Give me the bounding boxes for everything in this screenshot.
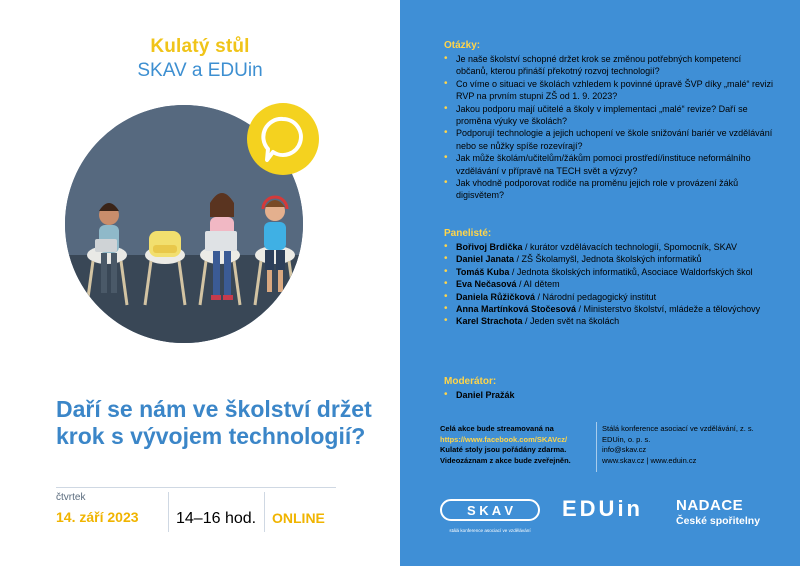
question-item: • Jak vhodně podporovat rodiče na proměnu jejich role v provázení žáků digisvětem? xyxy=(444,177,774,202)
questions-list xyxy=(444,53,774,202)
event-date: 14. září 2023 xyxy=(56,509,139,525)
divider xyxy=(596,422,597,472)
questions-heading: Otázky: xyxy=(444,40,481,51)
panelist-name: Daniel Janata xyxy=(456,254,515,265)
divider xyxy=(168,492,169,532)
skav-logo-text: S K A V xyxy=(467,503,513,518)
stream-line: Videozáznam z akce bude zveřejněn. xyxy=(440,455,571,465)
questions-section xyxy=(444,40,774,202)
title-line1: Kulatý stůl xyxy=(150,36,250,57)
panelist-item xyxy=(444,241,774,253)
panelists-heading: Panelisté: xyxy=(444,228,492,239)
question-item: • Jakou podporu mají učitelé a školy v implementaci „malé“ revize? Daří se proměna výuky ve školách? xyxy=(444,103,774,128)
headline: Daří se nám ve školství držet krok s vývojem technologií? xyxy=(56,396,372,449)
web-links[interactable]: www.skav.cz | www.eduin.cz xyxy=(602,455,697,465)
panelist-role: / ZŠ Školamyšl, Jednota školských informatiků xyxy=(514,254,702,265)
skav-logo xyxy=(440,498,540,532)
panelist-name: Daniela Růžičková xyxy=(456,291,536,302)
moderator-section xyxy=(444,376,774,401)
panelists-section xyxy=(444,228,774,328)
panelist-item xyxy=(444,315,774,327)
stream-info xyxy=(440,424,590,466)
organizer-info xyxy=(602,424,777,466)
panelist-role: / Ministerstvo školství, mládeže a tělovýchovy xyxy=(576,304,761,315)
moderator-heading: Moderátor: xyxy=(444,376,497,387)
panelist-role: / Jednota školských informatiků, Asociace Waldorfských škol xyxy=(509,266,753,277)
moderator-item xyxy=(444,389,774,401)
event-details xyxy=(56,492,356,532)
panelist-role: / AI dětem xyxy=(516,279,560,290)
org-line: EDUin, o. p. s. xyxy=(602,434,651,444)
panelist-item xyxy=(444,278,774,290)
panelist-name: Eva Nečasová xyxy=(456,279,517,290)
nadace-logo-line1: NADACE xyxy=(676,497,744,514)
skav-logo-subtitle: stálá konference asociací ve vzdělávání xyxy=(449,528,531,533)
event-day: čtvrtek xyxy=(56,492,86,503)
moderator-name: Daniel Pražák xyxy=(456,390,515,400)
panelist-item xyxy=(444,253,774,265)
moderator-list xyxy=(444,389,774,401)
panelist-role: / Národní pedagogický institut xyxy=(535,291,657,302)
panelist-name: Anna Martínková Stočesová xyxy=(456,304,577,315)
org-line: Stálá konference asociací ve vzdělávání, z. s. xyxy=(602,424,754,433)
panelist-name: Karel Strachota xyxy=(456,316,523,327)
divider xyxy=(264,492,265,532)
email-link[interactable]: info@skav.cz xyxy=(602,445,647,454)
speech-bubble-icon xyxy=(244,103,322,181)
nadace-logo xyxy=(676,497,786,537)
question-item: • Jak může školám/učitelům/žákům pomoci prostředí/instituce neformálního vzdělávání v přípravě na TECH svět a výzvy? xyxy=(444,152,774,177)
stream-line: Celá akce bude streamovaná na xyxy=(440,424,554,433)
question-item: • Je naše školství schopné držet krok se změnou potřebných kompetencí občanů, kterou přináší překotný rozvoj technologií? xyxy=(444,53,774,78)
panelist-item xyxy=(444,291,774,303)
question-item: • Podporují technologie a jejich uchopení ve škole snižování bariér ve vzdělávání nebo se nůžky spíše rozevírají? xyxy=(444,127,774,152)
panelist-name: Bořivoj Brdička xyxy=(456,242,523,252)
event-title xyxy=(0,36,400,82)
date-cell xyxy=(56,492,161,532)
nadace-logo-line2: České spořitelny xyxy=(676,515,761,527)
panelists-list xyxy=(444,241,774,328)
question-item: • Co víme o situaci ve školách vzhledem k povinné úpravě ŠVP díky „malé“ revizi RVP na prvním stupni ZŠ od 1. 9. 2023? xyxy=(444,78,774,103)
panelist-role: / Jeden svět na školách xyxy=(522,316,620,327)
facebook-link[interactable]: https://www.facebook.com/SKAVcz/ xyxy=(440,434,568,444)
event-mode: ONLINE xyxy=(272,510,325,526)
title-line2: SKAV a EDUin xyxy=(137,60,263,81)
panelist-name: Tomáš Kuba xyxy=(456,266,510,277)
panelist-item xyxy=(444,303,774,315)
eduin-logo: EDUin xyxy=(562,496,643,521)
skav-logo-mark xyxy=(440,498,540,522)
panelist-role: / kurátor vzdělávacích technologií, Spomocník, SKAV xyxy=(522,242,737,252)
divider xyxy=(56,487,336,488)
stream-line: Kulaté stoly jsou pořádány zdarma. xyxy=(440,445,567,454)
event-time: 14–16 hod. xyxy=(176,510,257,527)
panelist-item xyxy=(444,266,774,278)
